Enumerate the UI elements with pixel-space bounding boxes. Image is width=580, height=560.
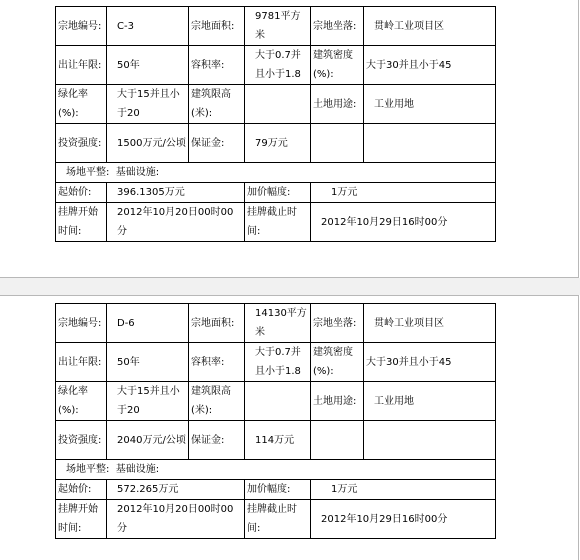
increment-label: 加价幅度: — [245, 480, 311, 500]
density-label: 建筑密度(%): — [311, 343, 364, 382]
empty-cell — [311, 124, 364, 163]
invest-label: 投资强度: — [56, 421, 107, 460]
page-gap — [0, 278, 580, 295]
height-value — [245, 85, 311, 124]
parcel-table-2 — [55, 303, 496, 539]
document-page-2 — [0, 295, 579, 560]
use-label: 土地用途: — [311, 85, 364, 124]
location-value: 贯岭工业项目区 — [364, 7, 496, 46]
area-value: 9781平方米 — [245, 7, 311, 46]
far-value: 大于0.7并且小于1.8 — [245, 46, 311, 85]
location-label: 宗地坐落: — [311, 7, 364, 46]
code-label: 宗地编号: — [56, 7, 107, 46]
listing-start-label: 挂牌开始时间: — [56, 500, 107, 539]
height-value — [245, 382, 311, 421]
green-value: 大于15并且小于20 — [107, 85, 189, 124]
parcel-table-1 — [55, 6, 496, 242]
area-value: 14130平方米 — [245, 304, 311, 343]
use-value: 工业用地 — [364, 382, 496, 421]
infra-label: 基础设施: — [115, 464, 160, 475]
empty-cell — [364, 124, 496, 163]
listing-end-label: 挂牌截止时间: — [245, 500, 311, 539]
location-label: 宗地坐落: — [311, 304, 364, 343]
far-label: 容积率: — [189, 46, 245, 85]
invest-value: 1500万元/公顷 — [107, 124, 189, 163]
far-value: 大于0.7并且小于1.8 — [245, 343, 311, 382]
document-page-1 — [0, 0, 579, 278]
site-label: 场地平整: — [66, 167, 110, 178]
invest-label: 投资强度: — [56, 124, 107, 163]
code-label: 宗地编号: — [56, 304, 107, 343]
empty-cell — [311, 421, 364, 460]
location-value: 贯岭工业项目区 — [364, 304, 496, 343]
code-value: C-3 — [107, 7, 189, 46]
deposit-value: 79万元 — [245, 124, 311, 163]
deposit-label: 保证金: — [189, 421, 245, 460]
term-value: 50年 — [107, 343, 189, 382]
increment-value: 1万元 — [311, 183, 496, 203]
use-value: 工业用地 — [364, 85, 496, 124]
site-infra-row — [56, 163, 496, 183]
listing-end-value: 2012年10月29日16时00分 — [311, 203, 496, 242]
listing-start-label: 挂牌开始时间: — [56, 203, 107, 242]
green-value: 大于15并且小于20 — [107, 382, 189, 421]
height-label: 建筑限高(米): — [189, 85, 245, 124]
listing-end-value: 2012年10月29日16时00分 — [311, 500, 496, 539]
term-value: 50年 — [107, 46, 189, 85]
site-infra-row — [56, 460, 496, 480]
listing-end-label: 挂牌截止时间: — [245, 203, 311, 242]
height-label: 建筑限高(米): — [189, 382, 245, 421]
area-label: 宗地面积: — [189, 7, 245, 46]
start-price-label: 起始价: — [56, 480, 107, 500]
density-value: 大于30并且小于45 — [364, 343, 496, 382]
green-label: 绿化率(%): — [56, 85, 107, 124]
deposit-label: 保证金: — [189, 124, 245, 163]
infra-label: 基础设施: — [115, 167, 160, 178]
start-price-value: 396.1305万元 — [107, 183, 245, 203]
use-label: 土地用途: — [311, 382, 364, 421]
start-price-value: 572.265万元 — [107, 480, 245, 500]
increment-value: 1万元 — [311, 480, 496, 500]
site-label: 场地平整: — [66, 464, 110, 475]
green-label: 绿化率(%): — [56, 382, 107, 421]
start-price-label: 起始价: — [56, 183, 107, 203]
listing-start-value: 2012年10月20日00时00分 — [107, 203, 245, 242]
far-label: 容积率: — [189, 343, 245, 382]
term-label: 出让年限: — [56, 46, 107, 85]
term-label: 出让年限: — [56, 343, 107, 382]
density-label: 建筑密度(%): — [311, 46, 364, 85]
area-label: 宗地面积: — [189, 304, 245, 343]
listing-start-value: 2012年10月20日00时00分 — [107, 500, 245, 539]
density-value: 大于30并且小于45 — [364, 46, 496, 85]
code-value: D-6 — [107, 304, 189, 343]
empty-cell — [364, 421, 496, 460]
invest-value: 2040万元/公顷 — [107, 421, 189, 460]
increment-label: 加价幅度: — [245, 183, 311, 203]
deposit-value: 114万元 — [245, 421, 311, 460]
